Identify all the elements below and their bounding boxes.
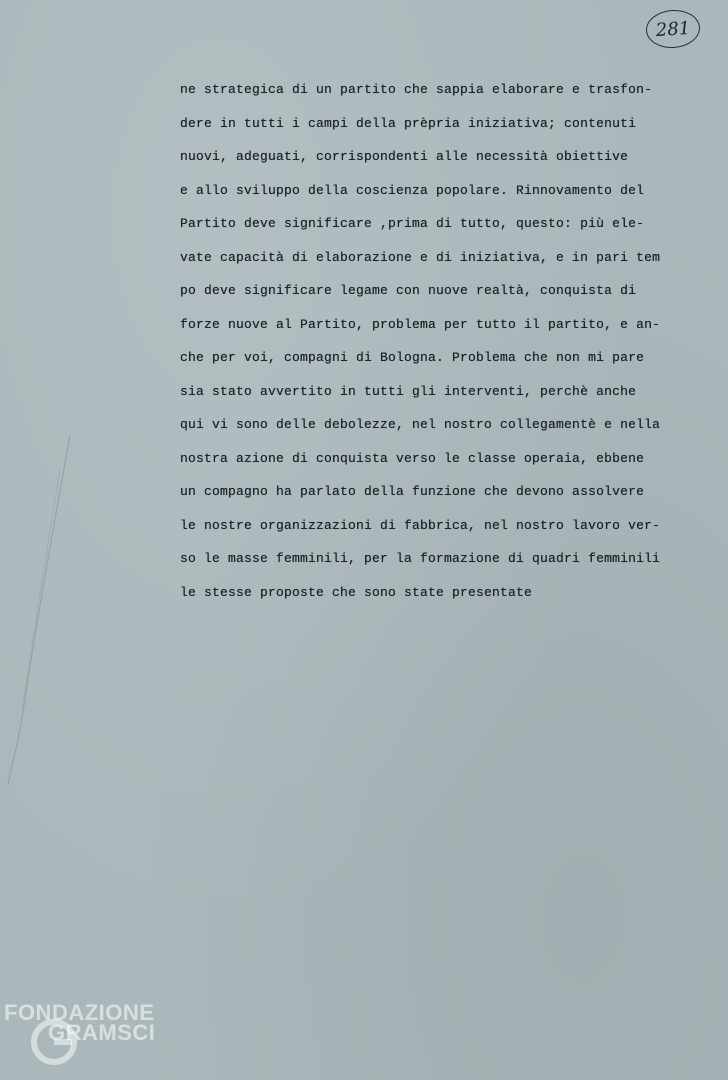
text-line: forze nuove al Partito, problema per tutto il partito, e an- [180,316,661,332]
text-line: po deve significare legame con nuove realtà, conquista di [180,283,637,298]
text-line: le stesse proposte che sono state presentate [180,584,533,600]
text-line: le nostre organizzazioni di fabbrica, nel nostro lavoro ver- [180,517,661,533]
page-number-stamp [645,8,702,50]
text-line: che per voi, compagni di Bologna. Problema che non mi pare [180,350,645,365]
text-line: nuovi, adeguati, corrispondenti alle necessità obiettive [180,149,629,164]
text-line: sia stato avvertito in tutti gli interventi, perchè anche [180,383,637,399]
watermark-line-1: FONDAZIONE [4,1000,155,1025]
page-number: 281 [655,17,691,41]
fondazione-gramsci-watermark [4,998,184,1078]
watermark-line-2: GRAMSCI [48,1020,156,1045]
text-line: dere in tutti i campi della prèpria iniziativa; contenuti [180,115,637,131]
text-line: Partito deve significare ,prima di tutto, questo: più ele- [180,216,645,231]
pencil-stroke-mark [0,430,80,790]
text-line: nostra azione di conquista verso le classe operaia, ebbene [180,450,645,466]
text-line: so le masse femminili, per la formazione di quadri femminili [180,551,661,566]
typed-text-body [180,79,720,615]
text-line: vate capacità di elaborazione e di iniziativa, e in pari tem [180,249,661,265]
text-line: qui vi sono delle debolezze, nel nostro collegamentè e nella [180,417,661,432]
text-line: ne strategica di un partito che sappia elaborare e trasfon- [180,82,653,97]
text-line: e allo sviluppo della coscienza popolare. Rinnovamento del [180,182,645,198]
text-line: un compagno ha parlato della funzione che devono assolvere [180,484,645,499]
